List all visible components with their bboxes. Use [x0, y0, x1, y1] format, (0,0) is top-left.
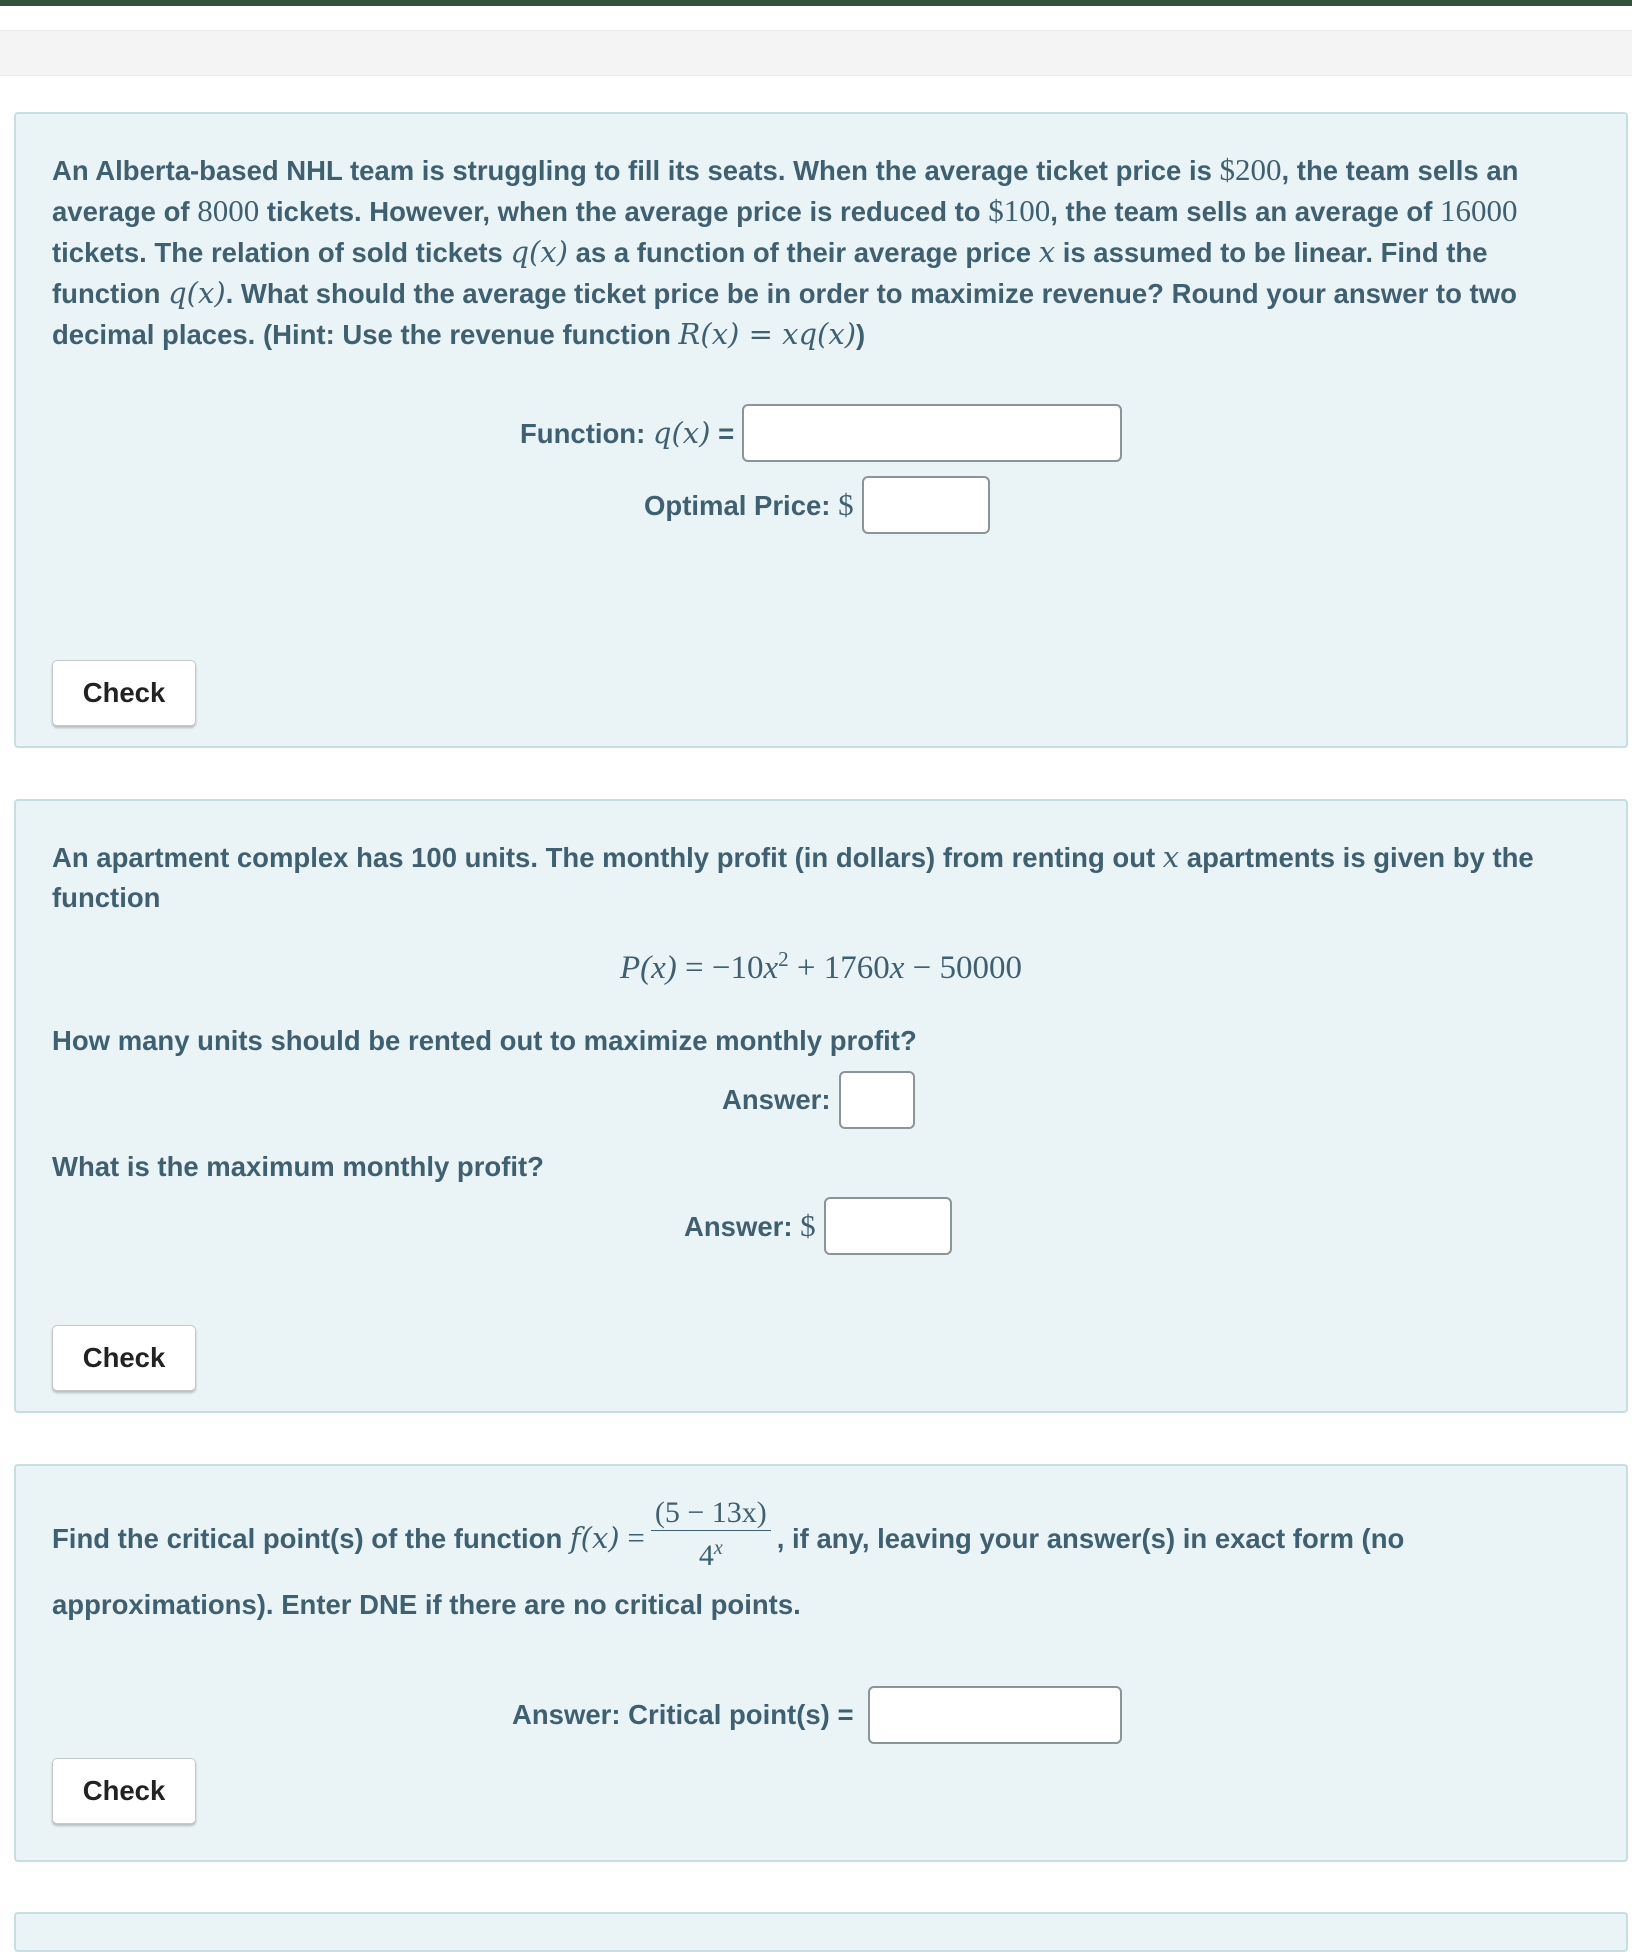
check-button-3[interactable]: Check	[52, 1758, 196, 1824]
check-button-1[interactable]: Check	[52, 660, 196, 726]
profit-answer-row	[684, 1197, 952, 1255]
function-label: Function: q(x) =	[520, 416, 735, 450]
optimal-price-input[interactable]	[862, 476, 990, 534]
profit-answer-input[interactable]	[824, 1197, 952, 1255]
question-2b-text: What is the maximum monthly profit?	[52, 1151, 544, 1182]
units-answer-label: Answer:	[722, 1084, 831, 1115]
header-bar	[0, 30, 1632, 76]
units-answer-row	[722, 1071, 915, 1129]
critical-point-input[interactable]	[868, 1686, 1122, 1744]
critical-point-answer-row	[512, 1686, 1122, 1744]
function-input[interactable]	[742, 404, 1122, 462]
question-card-2	[14, 799, 1628, 1413]
question-1-text: An Alberta-based NHL team is struggling to fill its seats. When the average ticket price is $200, the team sells an average of 8000 tickets. However, when the average price is reduced to $100, the team sells an average of 16000 tickets. The relation of sold tickets q(x) as a function of their average price x is assumed to be linear. Find the function q(x). What should the average ticket price be in order to maximize revenue? Round your answer to two decimal places. (Hint: Use the revenue function R(x) = xq(x))	[52, 152, 1519, 351]
profit-answer-label: Answer: $	[684, 1208, 816, 1243]
top-accent-bar	[0, 0, 1632, 6]
profit-formula: $P(x) = -10x^2 + 1760x - 50000$	[619, 947, 1023, 986]
check-button-2[interactable]: Check	[52, 1325, 196, 1391]
question-3-text: Find the critical point(s) of the function f(x) = $\frac{(5 - 13x)}{4^x}$ , if any, leaving your answer(s) in exact form (no approximations). Enter DNE if there are no critical points.	[52, 1496, 1405, 1620]
question-card-1	[14, 112, 1628, 748]
question-2a-text: How many units should be rented out to maximize monthly profit?	[52, 1025, 917, 1056]
question-2-intro: An apartment complex has 100 units. The monthly profit (in dollars) from renting out x apartments is given by the function	[52, 840, 1534, 913]
function-answer-row	[520, 404, 1122, 462]
question-card-4	[14, 1912, 1628, 1952]
optimal-price-label: Optimal Price: $	[644, 487, 854, 522]
fraction: $\frac{(5 - 13x)}{4^x}$	[651, 1496, 771, 1573]
critical-point-label: Answer: Critical point(s) =	[512, 1699, 854, 1730]
optimal-price-row	[644, 476, 990, 534]
question-card-3	[14, 1464, 1628, 1862]
units-answer-input[interactable]	[839, 1071, 915, 1129]
